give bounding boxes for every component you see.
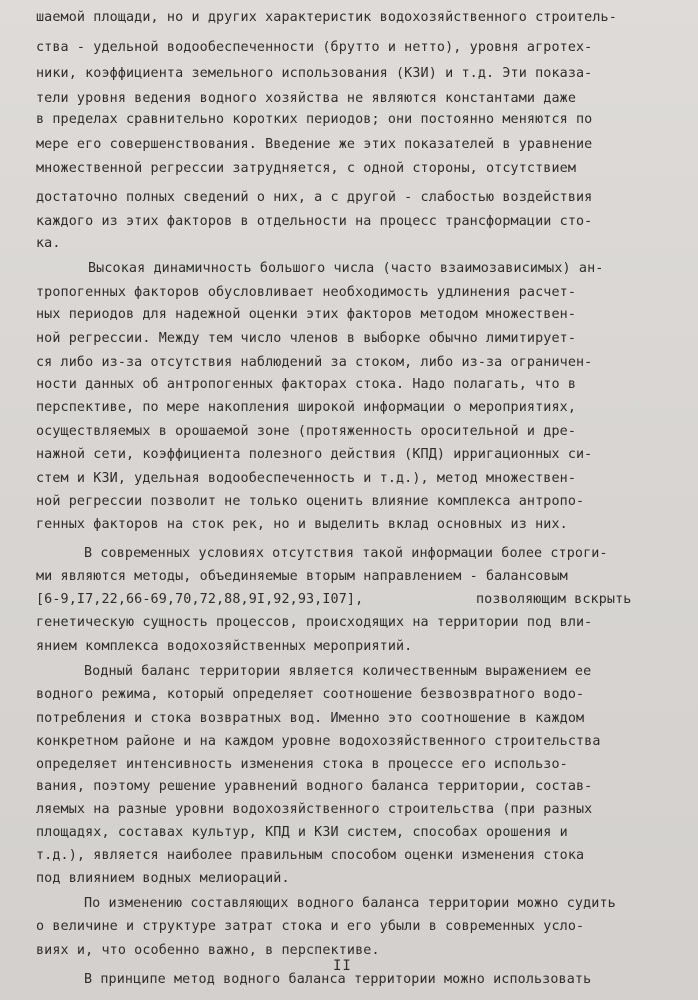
text-line: Высокая динамичность большого числа (часто взаимозависимых) ан- xyxy=(88,261,604,276)
text-line: шаемой площади, но и других характеристик водохозяйственного строитель- xyxy=(36,10,617,25)
text-line: водного режима, который определяет соотношение безвозвратного водо- xyxy=(36,687,585,702)
text-line: ности данных об антропогенных факторах стока. Надо полагать, что в xyxy=(36,377,577,392)
text-line: под влиянием водных мелиораций. xyxy=(36,871,290,886)
text-line: ства - удельной водообеспеченности (брутто и нетто), уровня агротех- xyxy=(36,40,593,55)
text-line: тели уровня ведения водного хозяйства не являются константами даже xyxy=(36,91,577,106)
text-line: ся либо из-за отсутствия наблюдений за стоком, либо из-за ограничен- xyxy=(36,355,593,370)
text-line: потребления и стока возвратных вод. Именно это соотношение в каждом xyxy=(36,711,585,726)
text-line: в пределах сравнительно коротких периодов; они постоянно меняются по xyxy=(36,112,593,127)
ink-smudge xyxy=(484,902,490,908)
text-line: т.д.), является наиболее правильным способом оценки изменения стока xyxy=(36,848,585,863)
page-number: II xyxy=(333,958,352,974)
text-line: янием комплекса водохозяйственных мероприятий. xyxy=(36,639,413,654)
text-line: достаточно полных сведений о них, а с другой - слабостью воздействия xyxy=(36,190,593,205)
text-line: тропогенных факторов обусловливает необходимость удлинения расчет- xyxy=(36,285,577,300)
text-line: ной регрессии позволит не только оценить влияние комплекса антропо- xyxy=(36,494,585,509)
text-line: ляемых на разные уровни водохозяйственного строительства (при разных xyxy=(36,802,593,817)
text-line: перспективе, по мере накопления широкой информации о мероприятиях, xyxy=(36,400,577,415)
text-line: ной регрессии. Между тем число членов в выборке обычно лимитирует- xyxy=(36,331,577,346)
text-line: ных периодов для надежной оценки этих факторов методом множествен- xyxy=(36,307,577,322)
text-line: стем и КЗИ, удельная водообеспеченность и т.д.), метод множествен- xyxy=(36,471,577,486)
text-line: вания, поэтому решение уравнений водного баланса территории, состав- xyxy=(36,779,593,794)
text-line: ники, коэффициента земельного использования (КЗИ) и т.д. Эти показа- xyxy=(36,66,593,81)
text-line: В принципе метод водного баланса территории можно использовать xyxy=(84,972,592,987)
reference-list: [6-9,I7,22,66-69,70,72,88,9I,92,93,I07], xyxy=(36,592,364,607)
text-line: ми являются методы, объединяемые вторым направлением - балансовым xyxy=(36,569,568,584)
text-line: виях и, что особенно важно, в перспективе. xyxy=(36,943,380,958)
text-line: ка. xyxy=(36,236,61,251)
text-line: площадях, составах культур, КПД и КЗИ систем, способах орошения и xyxy=(36,825,568,840)
text-line: генных факторов на сток рек, но и выделить вклад основных из них. xyxy=(36,517,568,532)
text-line: определяет интенсивность изменения стока в процессе его использо- xyxy=(36,757,568,772)
text-line: мере его совершенствования. Введение же этих показателей в уравнение xyxy=(36,137,593,152)
text-line: конкретном районе и на каждом уровне водохозяйственного строительства xyxy=(36,734,601,749)
text-line: позволяющим вскрыть xyxy=(476,592,632,607)
text-line: Водный баланс территории является количественным выражением ее xyxy=(84,664,592,679)
text-line: нажной сети, коэффициента полезного действия (КПД) ирригационных си- xyxy=(36,447,593,462)
text-line: множественной регрессии затрудняется, с одной стороны, отсутствием xyxy=(36,161,577,176)
text-line: В современных условиях отсутствия такой информации более строги- xyxy=(84,546,608,561)
text-line: каждого из этих факторов в отдельности на процесс трансформации сто- xyxy=(36,214,593,229)
text-line: осуществляемых в орошаемой зоне (протяженность оросительной и дре- xyxy=(36,424,577,439)
text-line: о величине и структуре затрат стока и его убыли в современных усло- xyxy=(36,919,585,934)
text-line: По изменению составляющих водного баланса территории можно судить xyxy=(84,896,616,911)
text-line: генетическую сущность процессов, происходящих на территории под вли- xyxy=(36,615,593,630)
